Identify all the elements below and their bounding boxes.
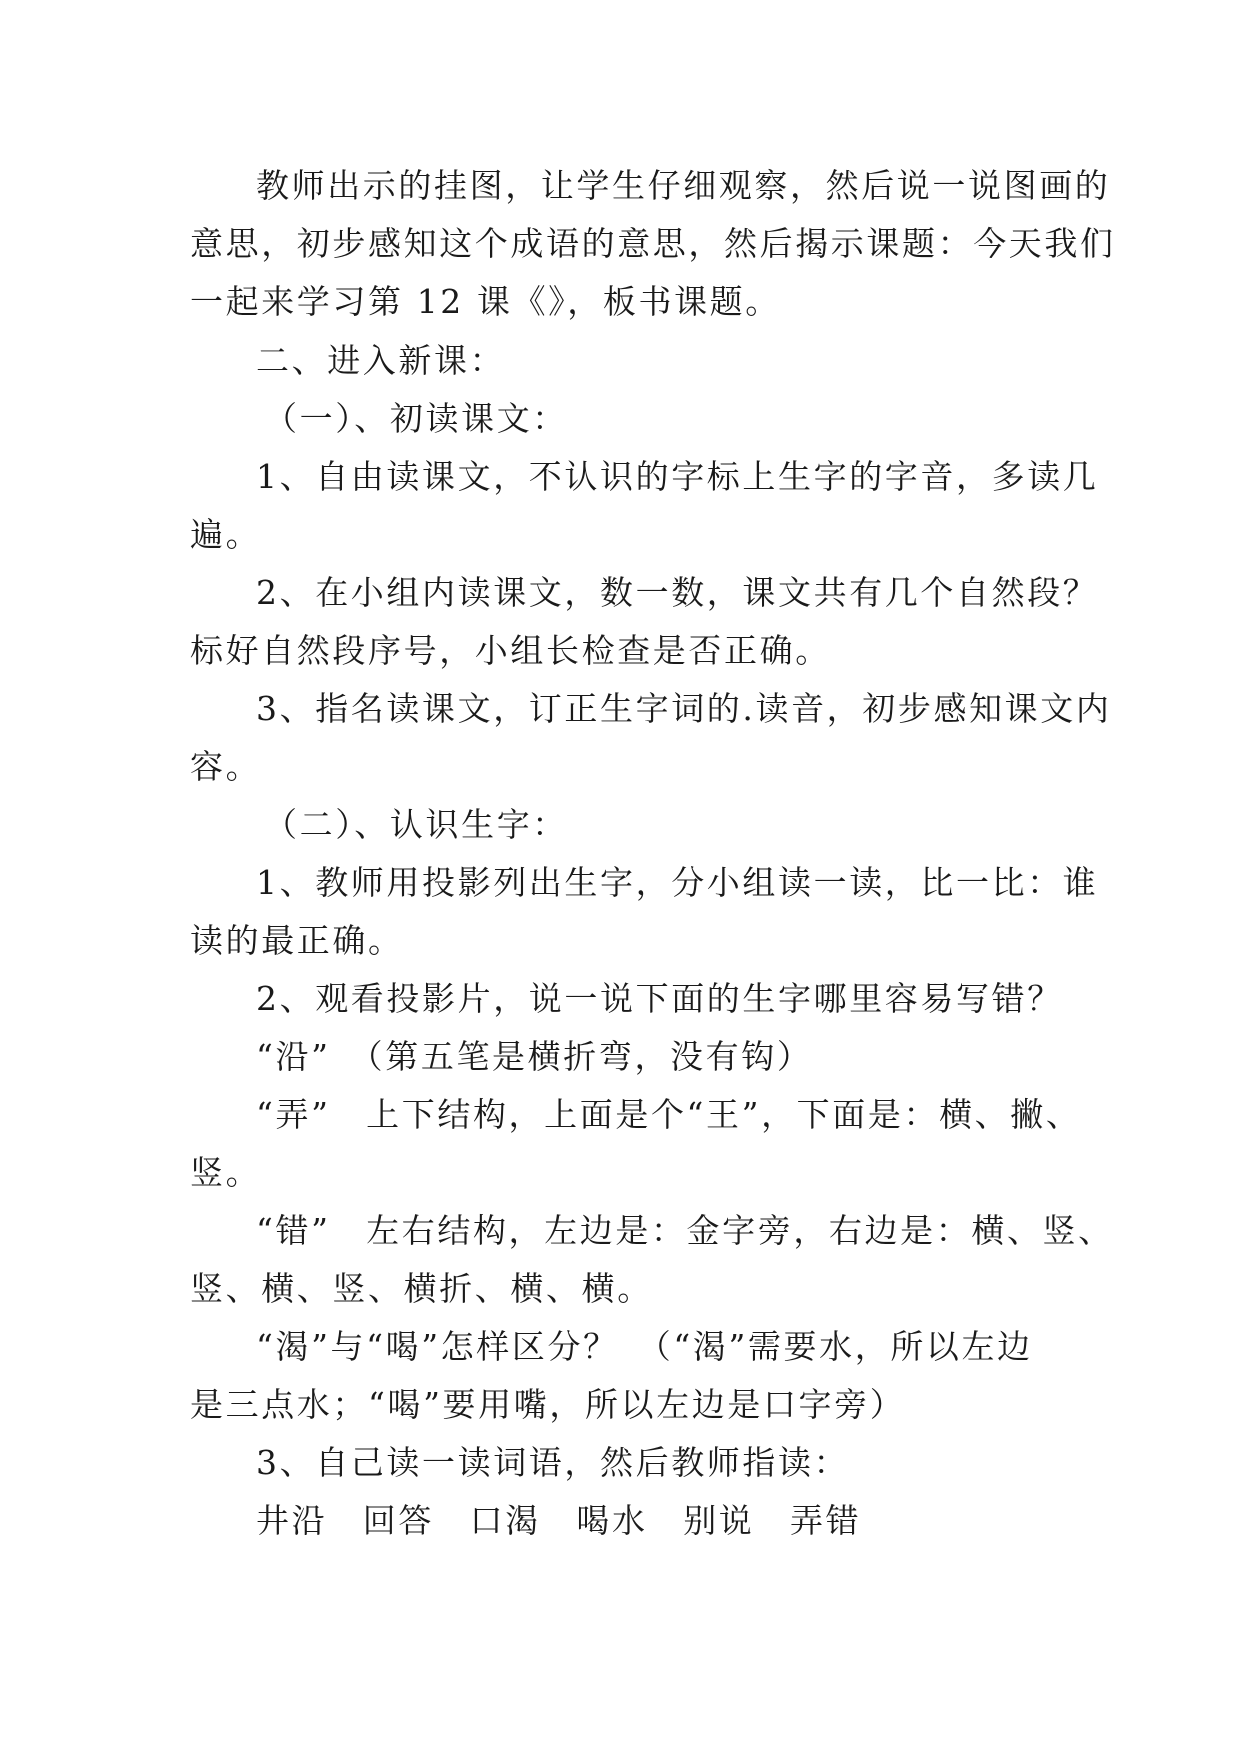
paragraph-line: 意思，初步感知这个成语的意思，然后揭示课题：今天我们 bbox=[190, 224, 1116, 263]
list-item: 2、观看投影片，说一说下面的生字哪里容易写错？ bbox=[256, 979, 1063, 1018]
list-item: 2、在小组内读课文，数一数，课文共有几个自然段？ bbox=[256, 573, 1099, 612]
section-heading: 二、进入新课： bbox=[256, 341, 506, 380]
character-note: “弄” 上下结构，上面是个“王”，下面是：横、撇、 bbox=[256, 1095, 1082, 1134]
subsection-heading: （二）、认识生字： bbox=[264, 805, 568, 844]
paragraph-line: 读的最正确。 bbox=[190, 921, 404, 960]
paragraph-line: 竖、横、竖、横折、横、横。 bbox=[190, 1269, 653, 1308]
list-item: 1、教师用投影列出生字，分小组读一读，比一比：谁 bbox=[256, 863, 1099, 902]
paragraph-line: 遍。 bbox=[190, 515, 262, 554]
list-item: 1、自由读课文，不认识的字标上生字的字音，多读几 bbox=[256, 457, 1099, 496]
paragraph-line: 教师出示的挂图，让学生仔细观察，然后说一说图画的 bbox=[256, 166, 1111, 205]
paragraph-line: 竖。 bbox=[190, 1153, 262, 1192]
list-item: 3、自己读一读词语，然后教师指读： bbox=[256, 1443, 850, 1482]
list-item: 3、指名读课文，订正生字词的.读音，初步感知课文内 bbox=[256, 689, 1112, 728]
paragraph-line: 标好自然段序号，小组长检查是否正确。 bbox=[190, 631, 831, 670]
subsection-heading: （一）、初读课文： bbox=[264, 399, 568, 438]
paragraph-line: 是三点水；“喝”要用嘴，所以左边是口字旁） bbox=[190, 1385, 906, 1424]
character-note: “渴”与“喝”怎样区分？ （“渴”需要水，所以左边 bbox=[256, 1327, 1033, 1366]
character-note: “沿” （第五笔是横折弯，没有钩） bbox=[256, 1037, 813, 1076]
paragraph-line: 一起来学习第 12 课《》，板书课题。 bbox=[190, 282, 781, 321]
paragraph-line: 容。 bbox=[190, 747, 262, 786]
word-list: 井沿 回答 口渴 喝水 别说 弄错 bbox=[256, 1501, 862, 1540]
character-note: “错” 左右结构，左边是：金字旁，右边是：横、竖、 bbox=[256, 1211, 1114, 1250]
